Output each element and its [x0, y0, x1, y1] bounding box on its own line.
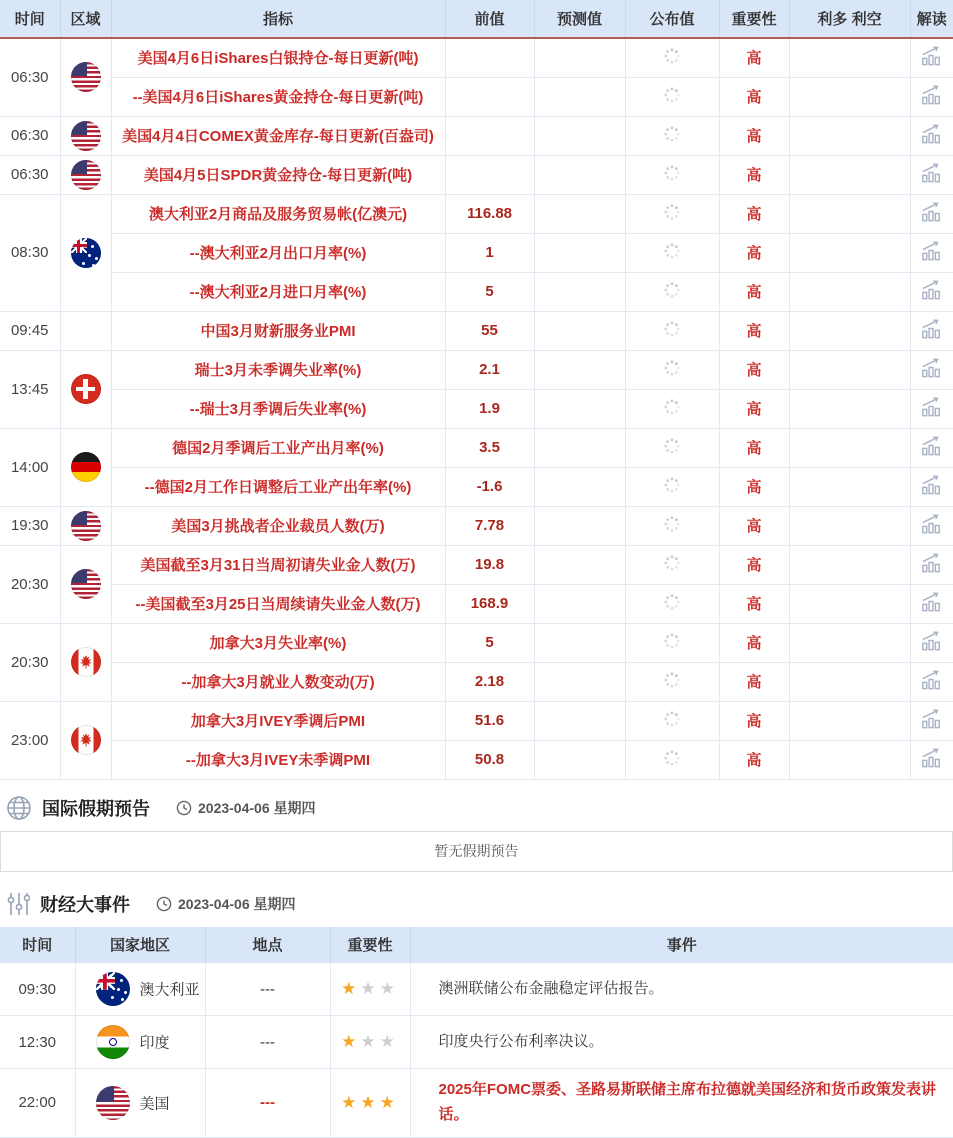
indicator-label[interactable]: --德国2月工作日调整后工业产出年率(%) [111, 467, 445, 506]
indicator-label[interactable]: --瑞士3月季调后失业率(%) [111, 389, 445, 428]
published-value-cell [625, 506, 719, 545]
time-cell: 06:30 [0, 155, 60, 194]
indicator-label[interactable]: 加拿大3月失业率(%) [111, 623, 445, 662]
time-cell: 19:30 [0, 506, 60, 545]
calendar-header-row [0, 0, 953, 38]
indicator-label[interactable]: 美国4月5日SPDR黄金持仓-每日更新(吨) [111, 155, 445, 194]
holiday-date: 2023-04-06 星期四 [176, 798, 316, 818]
forecast-value [534, 194, 625, 233]
chart-icon[interactable] [910, 194, 953, 233]
events-section-title: 财经大事件 [40, 894, 130, 915]
calendar-row [0, 38, 953, 77]
published-value-cell [625, 233, 719, 272]
time-cell: 13:45 [0, 350, 60, 428]
event-location-cell: --- [205, 1069, 330, 1138]
calendar-row [0, 662, 953, 701]
published-value-cell [625, 272, 719, 311]
sliders-icon [6, 891, 30, 917]
loading-spinner-icon [663, 749, 681, 767]
previous-value: 168.9 [445, 584, 534, 623]
star-filled-icon: ★ [379, 1092, 399, 1112]
indicator-label[interactable]: 中国3月财新服务业PMI [111, 311, 445, 350]
importance-stars [330, 963, 410, 1016]
published-value-cell [625, 38, 719, 77]
col-forecast: 预测值 [534, 0, 625, 38]
event-text: 澳洲联储公布金融稳定评估报告。 [410, 963, 953, 1016]
published-value-cell [625, 662, 719, 701]
col-ev-importance: 重要性 [330, 927, 410, 963]
flag-au-icon [71, 238, 101, 268]
star-empty-icon: ★ [360, 979, 380, 998]
loading-spinner-icon [663, 437, 681, 455]
chart-icon[interactable] [910, 389, 953, 428]
loading-spinner-icon [663, 242, 681, 260]
chart-icon[interactable] [910, 155, 953, 194]
forecast-value [534, 623, 625, 662]
published-value-cell [625, 389, 719, 428]
forecast-value [534, 467, 625, 506]
forecast-value [534, 38, 625, 77]
indicator-label[interactable]: 美国4月4日COMEX黄金库存-每日更新(百盎司) [111, 116, 445, 155]
loading-spinner-icon [663, 398, 681, 416]
bullish-bearish-cell [789, 116, 910, 155]
forecast-value [534, 350, 625, 389]
published-value-cell [625, 623, 719, 662]
forecast-value [534, 428, 625, 467]
previous-value: 2.1 [445, 350, 534, 389]
previous-value: 2.18 [445, 662, 534, 701]
importance-badge: 高 [719, 623, 789, 662]
chart-icon[interactable] [910, 545, 953, 584]
loading-spinner-icon [663, 164, 681, 182]
star-empty-icon: ★ [379, 1032, 399, 1051]
region-cell [60, 311, 111, 350]
col-previous: 前值 [445, 0, 534, 38]
calendar-row [0, 194, 953, 233]
flag-us-icon [71, 160, 101, 190]
region-cell [60, 155, 111, 194]
region-cell [60, 428, 111, 506]
star-empty-icon: ★ [379, 979, 399, 998]
loading-spinner-icon [663, 632, 681, 650]
col-region: 区域 [60, 0, 111, 38]
importance-badge: 高 [719, 311, 789, 350]
col-indicator: 指标 [111, 0, 445, 38]
indicator-label[interactable]: --加拿大3月IVEY未季调PMI [111, 740, 445, 779]
holiday-empty-box [0, 831, 953, 872]
bullish-bearish-cell [789, 389, 910, 428]
chart-icon[interactable] [910, 233, 953, 272]
time-cell: 06:30 [0, 116, 60, 155]
flag-au-icon [96, 972, 130, 1006]
holiday-section-header [6, 795, 953, 821]
bullish-bearish-cell [789, 584, 910, 623]
holiday-empty-text: 暂无假期预告 [434, 843, 519, 859]
col-ev-location: 地点 [205, 927, 330, 963]
event-time-cell: 12:30 [0, 1016, 75, 1069]
chart-icon[interactable] [910, 311, 953, 350]
forecast-value [534, 389, 625, 428]
bullish-bearish-cell [789, 623, 910, 662]
chart-icon[interactable] [910, 38, 953, 77]
importance-badge: 高 [719, 428, 789, 467]
col-bull-bear: 利多 利空 [789, 0, 910, 38]
importance-badge: 高 [719, 272, 789, 311]
event-row [0, 1016, 953, 1069]
published-value-cell [625, 77, 719, 116]
star-filled-icon: ★ [341, 979, 361, 998]
loading-spinner-icon [663, 554, 681, 572]
event-country-cell [75, 1016, 205, 1069]
importance-badge: 高 [719, 350, 789, 389]
country-name: 美国 [139, 1095, 170, 1113]
time-cell: 06:30 [0, 38, 60, 116]
indicator-label[interactable]: 德国2月季调后工业产出月率(%) [111, 428, 445, 467]
col-published: 公布值 [625, 0, 719, 38]
loading-spinner-icon [663, 47, 681, 65]
loading-spinner-icon [663, 710, 681, 728]
previous-value: 19.8 [445, 545, 534, 584]
previous-value [445, 116, 534, 155]
indicator-label[interactable]: --美国4月6日iShares黄金持仓-每日更新(吨) [111, 77, 445, 116]
flag-us-icon [71, 62, 101, 92]
forecast-value [534, 272, 625, 311]
calendar-row [0, 467, 953, 506]
bullish-bearish-cell [789, 155, 910, 194]
chart-icon[interactable] [910, 272, 953, 311]
event-text: 2025年FOMC票委、圣路易斯联储主席布拉德就美国经济和货币政策发表讲话。 [410, 1069, 953, 1138]
previous-value: -1.6 [445, 467, 534, 506]
col-ev-event: 事件 [410, 927, 953, 963]
holiday-section-title: 国际假期预告 [42, 798, 150, 819]
forecast-value [534, 116, 625, 155]
chart-icon[interactable] [910, 662, 953, 701]
published-value-cell [625, 701, 719, 740]
events-section-header [6, 891, 953, 917]
calendar-row [0, 77, 953, 116]
event-location-cell: --- [205, 963, 330, 1016]
forecast-value [534, 545, 625, 584]
forecast-value [534, 740, 625, 779]
event-time-cell: 09:30 [0, 963, 75, 1016]
previous-value: 1.9 [445, 389, 534, 428]
country-name: 澳大利亚 [139, 981, 200, 999]
loading-spinner-icon [663, 86, 681, 104]
flag-ca-icon [71, 647, 101, 677]
flag-de-icon [71, 452, 101, 482]
chart-icon[interactable] [910, 701, 953, 740]
bullish-bearish-cell [789, 545, 910, 584]
bullish-bearish-cell [789, 272, 910, 311]
time-cell: 23:00 [0, 701, 60, 779]
flag-us-icon [96, 1086, 130, 1120]
forecast-value [534, 77, 625, 116]
flag-in-icon [96, 1025, 130, 1059]
region-cell [60, 545, 111, 623]
events-table [0, 927, 953, 1138]
importance-badge: 高 [719, 116, 789, 155]
previous-value: 55 [445, 311, 534, 350]
importance-badge: 高 [719, 233, 789, 272]
indicator-label[interactable]: --加拿大3月就业人数变动(万) [111, 662, 445, 701]
importance-badge: 高 [719, 701, 789, 740]
event-country-cell [75, 1069, 205, 1138]
bullish-bearish-cell [789, 701, 910, 740]
indicator-label[interactable]: 美国3月挑战者企业裁员人数(万) [111, 506, 445, 545]
calendar-row [0, 428, 953, 467]
indicator-label[interactable]: 加拿大3月IVEY季调后PMI [111, 701, 445, 740]
published-value-cell [625, 194, 719, 233]
bullish-bearish-cell [789, 77, 910, 116]
chart-icon[interactable] [910, 428, 953, 467]
bullish-bearish-cell [789, 194, 910, 233]
loading-spinner-icon [663, 359, 681, 377]
importance-badge: 高 [719, 584, 789, 623]
col-interpret: 解读 [910, 0, 953, 38]
col-ev-time: 时间 [0, 927, 75, 963]
previous-value [445, 155, 534, 194]
region-cell [60, 116, 111, 155]
loading-spinner-icon [663, 515, 681, 533]
importance-badge: 高 [719, 194, 789, 233]
chart-icon[interactable] [910, 584, 953, 623]
indicator-label[interactable]: 美国4月6日iShares白银持仓-每日更新(吨) [111, 38, 445, 77]
indicator-label[interactable]: --澳大利亚2月进口月率(%) [111, 272, 445, 311]
country-name: 印度 [139, 1034, 170, 1052]
previous-value: 5 [445, 272, 534, 311]
previous-value: 51.6 [445, 701, 534, 740]
region-cell [60, 194, 111, 311]
events-header-row [0, 927, 953, 963]
published-value-cell [625, 155, 719, 194]
loading-spinner-icon [663, 203, 681, 221]
importance-badge: 高 [719, 506, 789, 545]
calendar-body [0, 38, 953, 779]
chart-icon[interactable] [910, 350, 953, 389]
importance-stars [330, 1069, 410, 1138]
loading-spinner-icon [663, 281, 681, 299]
chart-icon[interactable] [910, 116, 953, 155]
forecast-value [534, 233, 625, 272]
published-value-cell [625, 545, 719, 584]
calendar-row [0, 389, 953, 428]
loading-spinner-icon [663, 125, 681, 143]
time-cell: 20:30 [0, 545, 60, 623]
region-cell [60, 701, 111, 779]
previous-value [445, 38, 534, 77]
importance-badge: 高 [719, 545, 789, 584]
previous-value: 3.5 [445, 428, 534, 467]
globe-icon [6, 795, 32, 821]
previous-value [445, 77, 534, 116]
published-value-cell [625, 350, 719, 389]
event-row [0, 1069, 953, 1138]
calendar-row [0, 350, 953, 389]
previous-value: 5 [445, 623, 534, 662]
flag-ch-icon [71, 374, 101, 404]
loading-spinner-icon [663, 320, 681, 338]
calendar-row [0, 701, 953, 740]
calendar-row [0, 740, 953, 779]
clock-icon [156, 896, 172, 912]
calendar-row [0, 155, 953, 194]
star-filled-icon: ★ [360, 1092, 380, 1112]
forecast-value [534, 506, 625, 545]
flag-us-icon [71, 511, 101, 541]
star-filled-icon: ★ [341, 1092, 361, 1112]
importance-badge: 高 [719, 155, 789, 194]
bullish-bearish-cell [789, 38, 910, 77]
calendar-row [0, 311, 953, 350]
importance-badge: 高 [719, 662, 789, 701]
published-value-cell [625, 428, 719, 467]
col-time: 时间 [0, 0, 60, 38]
bullish-bearish-cell [789, 467, 910, 506]
bullish-bearish-cell [789, 350, 910, 389]
indicator-label[interactable]: 美国截至3月31日当周初请失业金人数(万) [111, 545, 445, 584]
flag-ca-icon [71, 725, 101, 755]
event-time-cell: 22:00 [0, 1069, 75, 1138]
bullish-bearish-cell [789, 428, 910, 467]
time-cell: 20:30 [0, 623, 60, 701]
calendar-row [0, 506, 953, 545]
forecast-value [534, 311, 625, 350]
importance-badge: 高 [719, 467, 789, 506]
previous-value: 7.78 [445, 506, 534, 545]
region-cell [60, 506, 111, 545]
bullish-bearish-cell [789, 233, 910, 272]
time-cell: 09:45 [0, 311, 60, 350]
chart-icon[interactable] [910, 623, 953, 662]
published-value-cell [625, 116, 719, 155]
col-importance: 重要性 [719, 0, 789, 38]
published-value-cell [625, 740, 719, 779]
event-text: 印度央行公布利率决议。 [410, 1016, 953, 1069]
previous-value: 116.88 [445, 194, 534, 233]
forecast-value [534, 701, 625, 740]
calendar-row [0, 116, 953, 155]
forecast-value [534, 155, 625, 194]
published-value-cell [625, 584, 719, 623]
col-ev-country: 国家地区 [75, 927, 205, 963]
forecast-value [534, 662, 625, 701]
indicator-label[interactable]: --澳大利亚2月出口月率(%) [111, 233, 445, 272]
star-filled-icon: ★ [341, 1032, 361, 1051]
published-value-cell [625, 311, 719, 350]
importance-stars [330, 1016, 410, 1069]
indicator-label[interactable]: 瑞士3月未季调失业率(%) [111, 350, 445, 389]
star-empty-icon: ★ [360, 1032, 380, 1051]
flag-us-icon [71, 569, 101, 599]
calendar-row [0, 623, 953, 662]
bullish-bearish-cell [789, 506, 910, 545]
region-cell [60, 350, 111, 428]
previous-value: 50.8 [445, 740, 534, 779]
chart-icon[interactable] [910, 506, 953, 545]
calendar-row [0, 584, 953, 623]
indicator-label[interactable]: 澳大利亚2月商品及服务贸易帐(亿澳元) [111, 194, 445, 233]
chart-icon[interactable] [910, 740, 953, 779]
region-cell [60, 38, 111, 116]
event-location-cell: --- [205, 1016, 330, 1069]
region-cell [60, 623, 111, 701]
event-country-cell [75, 963, 205, 1016]
events-body [0, 963, 953, 1138]
loading-spinner-icon [663, 671, 681, 689]
loading-spinner-icon [663, 593, 681, 611]
chart-icon[interactable] [910, 467, 953, 506]
calendar-row [0, 233, 953, 272]
chart-icon[interactable] [910, 77, 953, 116]
bullish-bearish-cell [789, 740, 910, 779]
time-cell: 14:00 [0, 428, 60, 506]
calendar-row [0, 272, 953, 311]
importance-badge: 高 [719, 77, 789, 116]
events-date: 2023-04-06 星期四 [156, 894, 296, 914]
indicator-label[interactable]: --美国截至3月25日当周续请失业金人数(万) [111, 584, 445, 623]
importance-badge: 高 [719, 740, 789, 779]
bullish-bearish-cell [789, 311, 910, 350]
forecast-value [534, 584, 625, 623]
loading-spinner-icon [663, 476, 681, 494]
bullish-bearish-cell [789, 662, 910, 701]
event-row [0, 963, 953, 1016]
flag-us-icon [71, 121, 101, 151]
calendar-row [0, 545, 953, 584]
importance-badge: 高 [719, 389, 789, 428]
importance-badge: 高 [719, 38, 789, 77]
previous-value: 1 [445, 233, 534, 272]
clock-icon [176, 800, 192, 816]
published-value-cell [625, 467, 719, 506]
time-cell: 08:30 [0, 194, 60, 311]
